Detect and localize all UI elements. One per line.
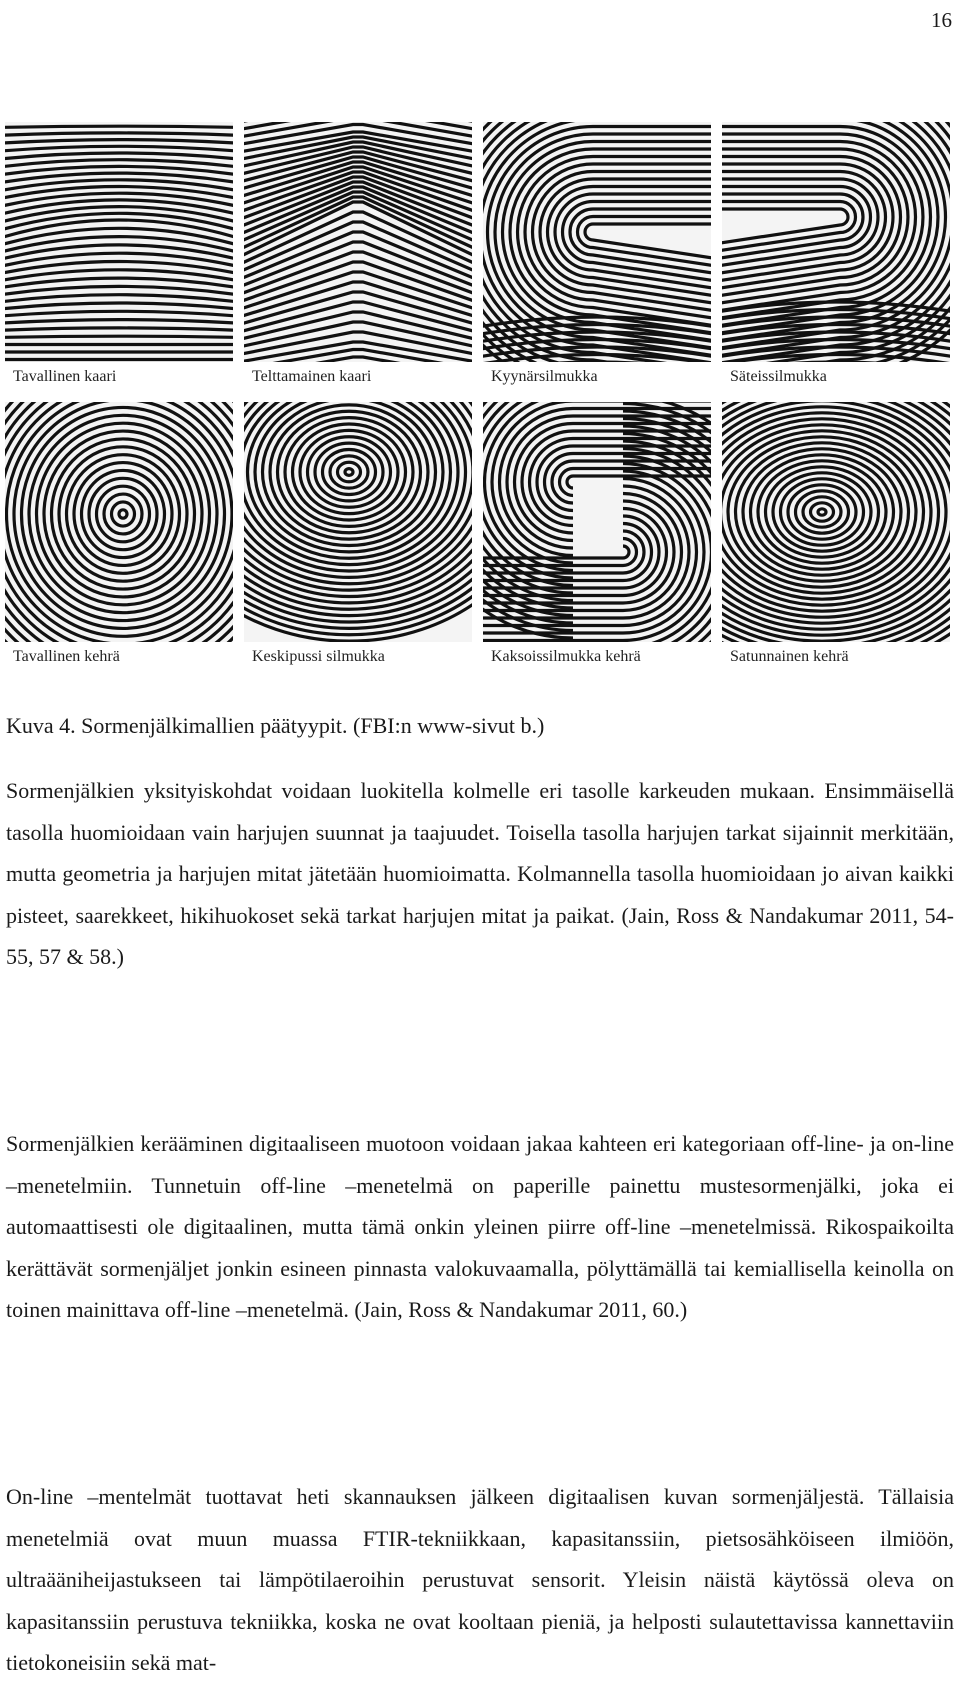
- fingerprint-cell: [5, 122, 233, 392]
- fingerprint-label: Satunnainen kehrä: [730, 648, 849, 665]
- fingerprint-image: [483, 122, 711, 362]
- fingerprint-label: Kyynärsilmukka: [491, 368, 598, 385]
- fingerprint-image: [5, 122, 233, 362]
- fingerprint-label: Säteissilmukka: [730, 368, 827, 385]
- fingerprint-figure: [5, 122, 935, 672]
- fingerprint-image: [244, 122, 472, 362]
- figure-caption: Kuva 4. Sormenjälkimallien päätyypit. (FBI:n www-sivut b.): [6, 713, 545, 738]
- fingerprint-cell: [244, 122, 472, 392]
- fingerprint-cell: [483, 122, 711, 392]
- fingerprint-image: [244, 402, 472, 642]
- fingerprint-label: Telttamainen kaari: [252, 368, 372, 385]
- fingerprint-image: [5, 402, 233, 642]
- figure-row-1: [5, 122, 935, 392]
- fingerprint-cell: [483, 402, 711, 672]
- fingerprint-label: Kaksoissilmukka kehrä: [491, 648, 641, 665]
- figure-row-2: [5, 402, 935, 672]
- fingerprint-image: [722, 122, 950, 362]
- fingerprint-label: Tavallinen kaari: [13, 368, 117, 385]
- page-number: 16: [931, 8, 952, 32]
- fingerprint-image: [722, 402, 950, 642]
- fingerprint-label: Keskipussi silmukka: [252, 648, 385, 665]
- fingerprint-cell: [722, 122, 950, 392]
- paragraph-3: On-line –mentelmät tuottavat heti skannauksen jälkeen digitaalisen kuvan sormenjäljestä. Tällaisia menetelmiä ovat muun muassa FTIR-tekniikkaan, kapasitanssiin, pietsosähköiseen ilmiöön, ultraääniheijastukseen tai lämpötilaeroihin perustuvat sensorit. Yleisin näistä käytössä oleva on kapasitanssiin perustuva tekniikka, koska ne ovat kooltaan pieniä, ja helposti sulautettavissa kannettaviin tietokoneisiin sekä mat-: [6, 1484, 954, 1675]
- fingerprint-cell: [5, 402, 233, 672]
- fingerprint-cell: [244, 402, 472, 672]
- fingerprint-image: [483, 402, 711, 642]
- fingerprint-cell: [722, 402, 950, 672]
- fingerprint-label: Tavallinen kehrä: [13, 648, 120, 665]
- paragraph-2: Sormenjälkien kerääminen digitaaliseen muotoon voidaan jakaa kahteen eri kategoriaan off-line- ja on-line –menetelmiin. Tunnetuin off-line –menetelmä on paperille painettu mustesormenjälki, joka ei automaattisesti ole digitaalinen, mutta tämä onkin yleinen piirre off-line –menetelmissä. Rikospaikoilta kerättävät sormenjäljet jonkin esineen pinnasta valokuvaamalla, pölyttämällä tai kemiallisella keinolla on toinen mainittava off-line –menetelmä. (Jain, Ross & Nandakumar 2011, 60.): [6, 1131, 954, 1322]
- paragraph-1: Sormenjälkien yksityiskohdat voidaan luokitella kolmelle eri tasolle karkeuden mukaan. Ensimmäisellä tasolla huomioidaan vain harjujen suunnat ja taajuudet. Toisella tasolla harjujen tarkat sijainnit merkitään, mutta geometria ja harjujen mitat jätetään huomioimatta. Kolmannella tasolla huomioidaan jo aivan kaikki pisteet, saarekkeet, hikihuokoset sekä tarkat harjujen mitat ja paikat. (Jain, Ross & Nandakumar 2011, 54-55, 57 & 58.): [6, 778, 954, 969]
